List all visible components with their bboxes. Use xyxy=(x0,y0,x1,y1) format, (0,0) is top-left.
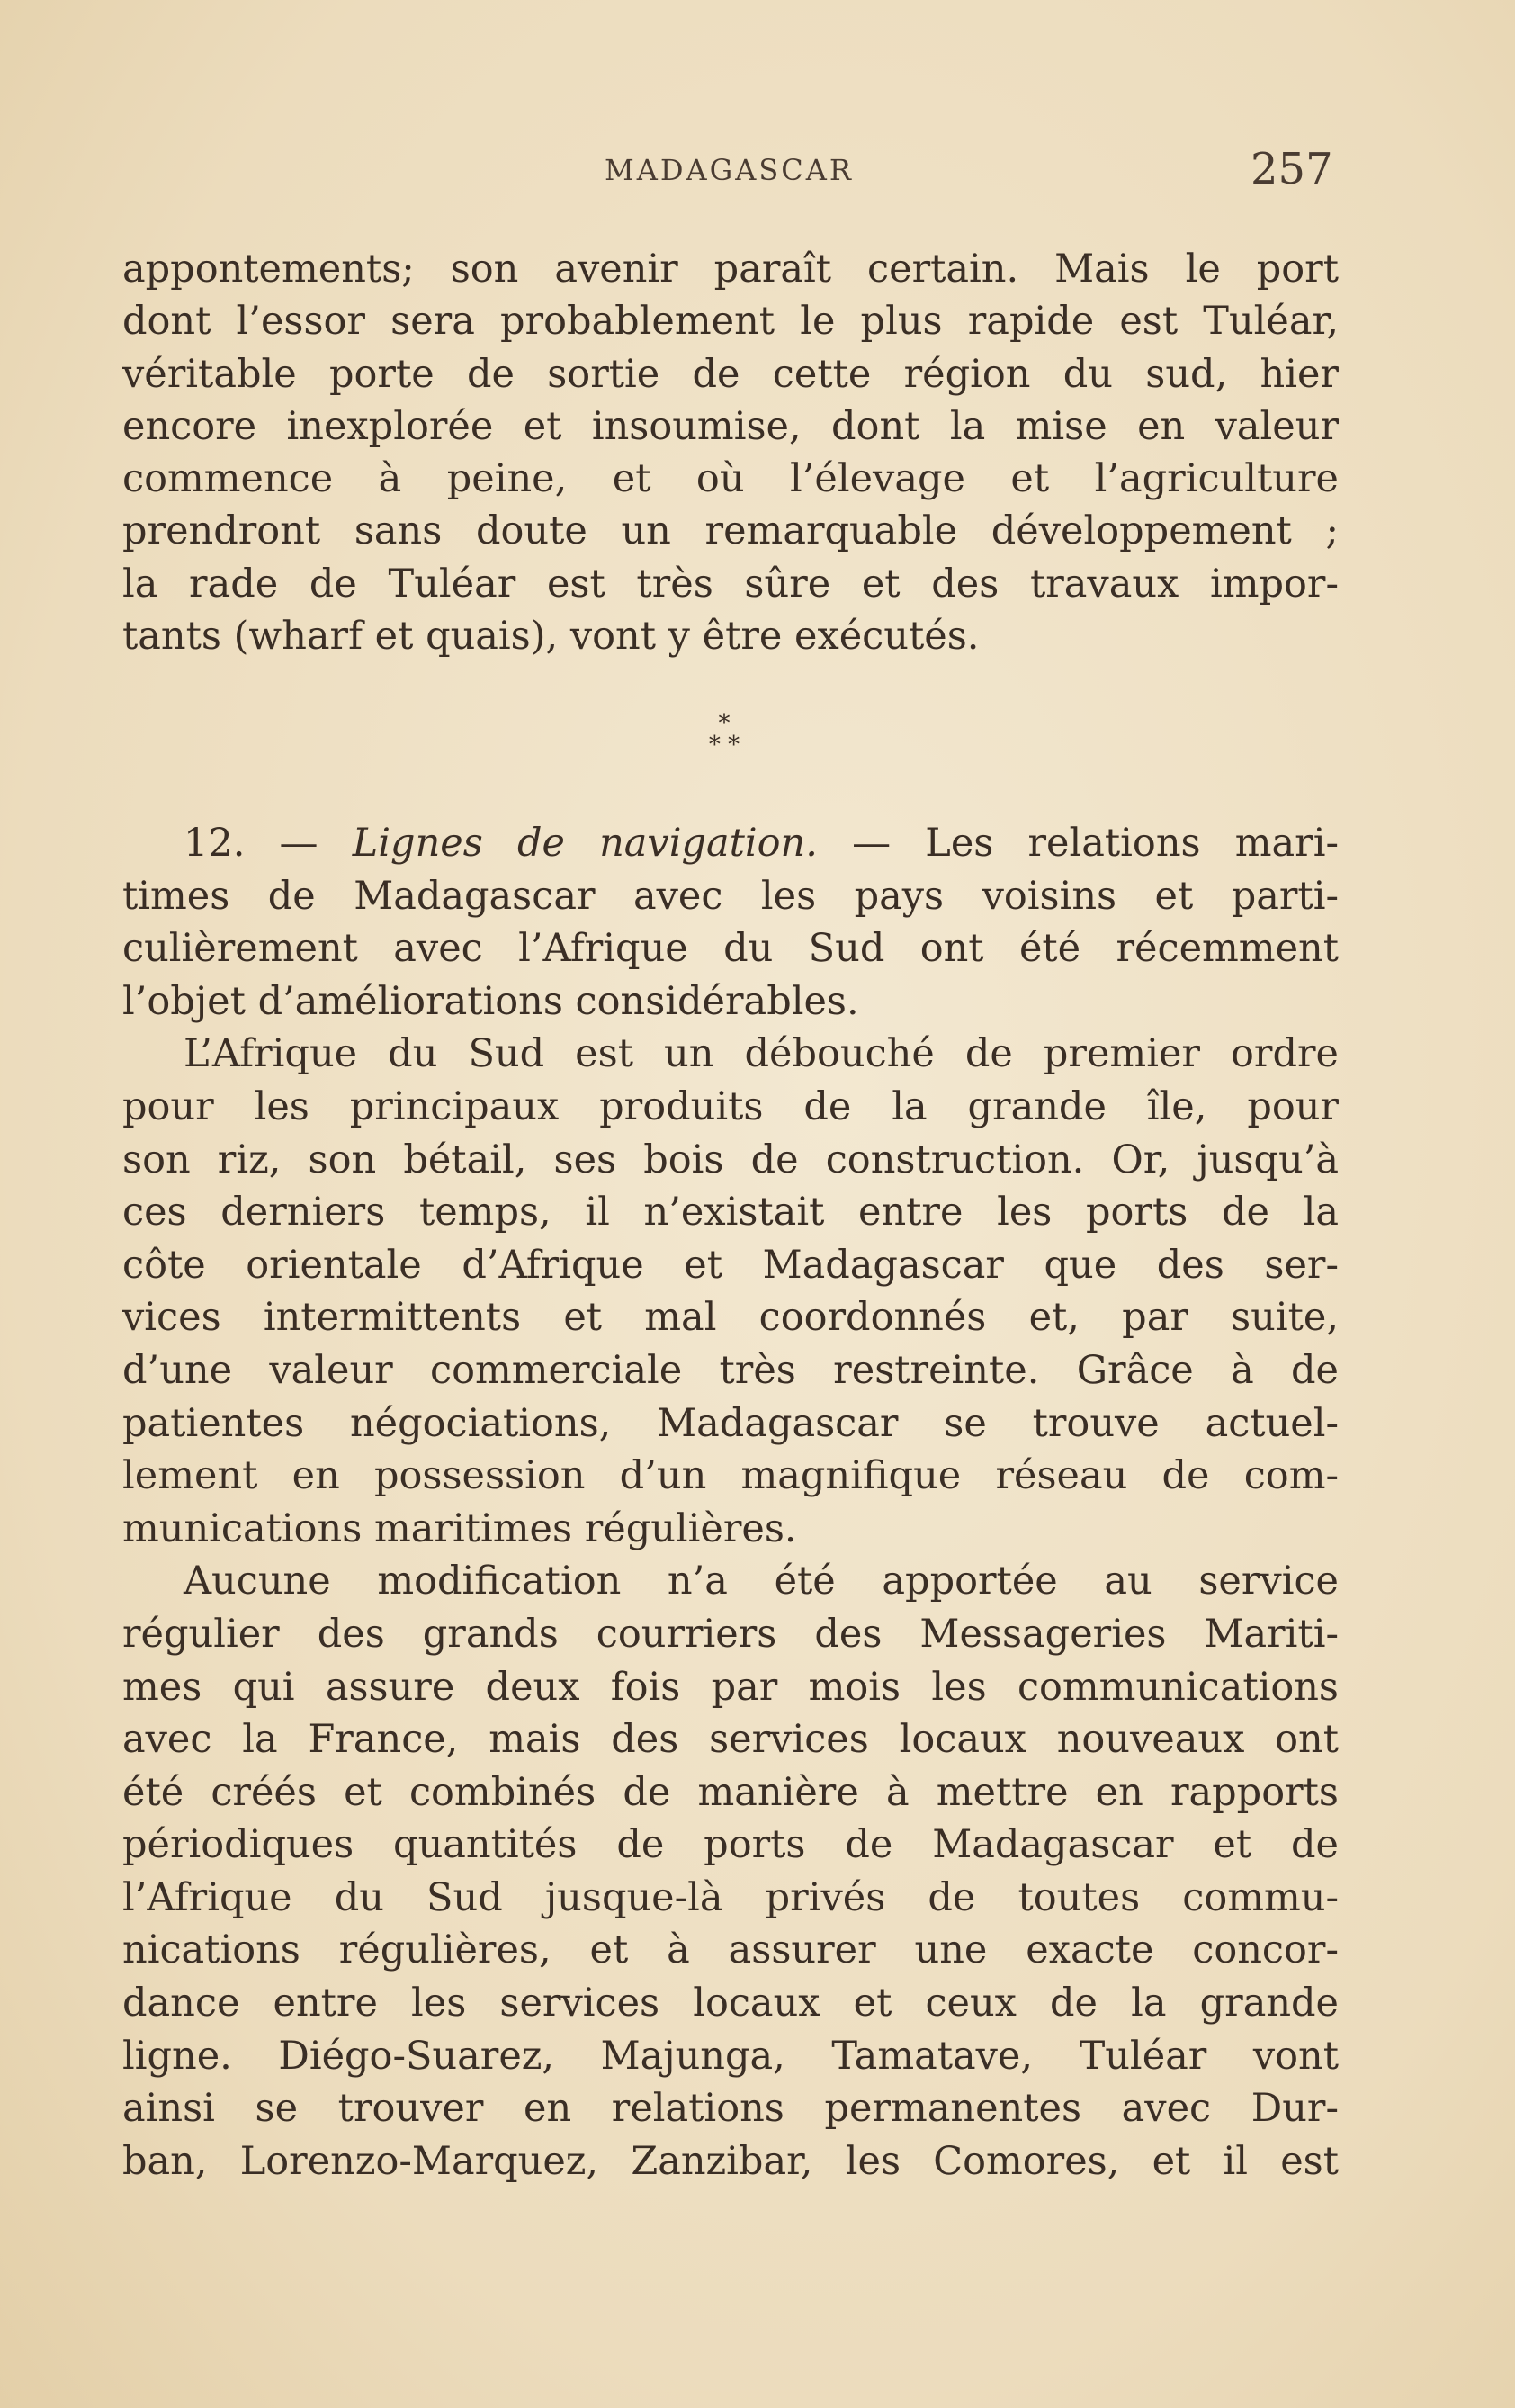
text-line: nications régulières, et à assurer une exacte concor- xyxy=(122,1927,1339,1973)
section-number: 12. — xyxy=(184,821,318,866)
text-line: mes qui assure deux fois par mois les communications xyxy=(122,1664,1339,1710)
text-line: tants (wharf et quais), vont y être exécutés. xyxy=(122,614,980,660)
text-line: munications maritimes régulières. xyxy=(122,1505,797,1551)
text-line: prendront sans doute un remarquable développement ; xyxy=(122,508,1339,554)
asterism-top: * xyxy=(718,710,731,737)
text-line: régulier des grands courriers des Messageries Mariti- xyxy=(122,1611,1339,1657)
running-head-title: MADAGASCAR xyxy=(605,153,854,187)
text-line: d’une valeur commerciale très restreinte. Grâce à de xyxy=(122,1347,1339,1393)
text-line: commence à peine, et où l’élevage et l’agriculture xyxy=(122,456,1339,502)
text-line: l’Afrique du Sud jusque-là privés de toutes commu- xyxy=(122,1874,1339,1920)
text-line: son riz, son bétail, ses bois de construction. Or, jusqu’à xyxy=(122,1137,1339,1182)
text-line: dont l’essor sera probablement le plus rapide est Tuléar, xyxy=(122,299,1339,345)
paragraph-1 xyxy=(122,243,1339,662)
text-line: véritable porte de sortie de cette région du sud, hier xyxy=(122,351,1339,397)
text-line: ban, Lorenzo-Marquez, Zanzibar, les Comores, et il est xyxy=(122,2138,1339,2184)
text-line: été créés et combinés de manière à mettre en rapports xyxy=(122,1769,1339,1815)
text-line: la rade de Tuléar est très sûre et des travaux impor- xyxy=(122,561,1339,606)
section-first-line-rest: — Les relations mari- xyxy=(852,821,1339,866)
section-title: Lignes de navigation. xyxy=(352,821,818,866)
text-line: L’Afrique du Sud est un débouché de premier ordre xyxy=(184,1031,1339,1077)
section-12 xyxy=(122,817,1339,2188)
text-line: ces derniers temps, il n’existait entre les ports de la xyxy=(122,1190,1339,1235)
text-line: ainsi se trouver en relations permanentes avec Dur- xyxy=(122,2086,1339,2132)
asterism-bottom: * * xyxy=(708,732,740,759)
page-number: 257 xyxy=(1251,144,1333,194)
text-line: périodiques quantités de ports de Madagascar et de xyxy=(122,1822,1339,1868)
running-head xyxy=(0,144,1515,198)
text-line: avec la France, mais des services locaux nouveaux ont xyxy=(122,1717,1339,1763)
text-line: lement en possession d’un magnifique réseau de com- xyxy=(122,1453,1339,1499)
text-line: culièrement avec l’Afrique du Sud ont été récemment xyxy=(122,926,1339,972)
text-line: pour les principaux produits de la grande île, pour xyxy=(122,1083,1339,1129)
text-line: dance entre les services locaux et ceux de la grande xyxy=(122,1981,1339,2026)
text-line: patientes négociations, Madagascar se trouve actuel- xyxy=(122,1400,1339,1446)
text-line: Aucune modification n’a été apportée au service xyxy=(184,1559,1339,1604)
section-heading xyxy=(122,817,1339,870)
text-line: times de Madagascar avec les pays voisins et parti- xyxy=(122,873,1339,919)
text-line: ligne. Diégo-Suarez, Majunga, Tamatave, Tuléar vont xyxy=(122,2033,1339,2079)
text-line: vices intermittents et mal coordonnés et, par suite, xyxy=(122,1295,1339,1341)
text-line: l’objet d’améliorations considérables. xyxy=(122,978,859,1024)
asterism-divider xyxy=(684,710,765,767)
text-line: côte orientale d’Afrique et Madagascar que des ser- xyxy=(122,1242,1339,1288)
text-line: appontements; son avenir paraît certain. Mais le port xyxy=(122,247,1339,292)
text-line: encore inexplorée et insoumise, dont la mise en valeur xyxy=(122,403,1339,449)
